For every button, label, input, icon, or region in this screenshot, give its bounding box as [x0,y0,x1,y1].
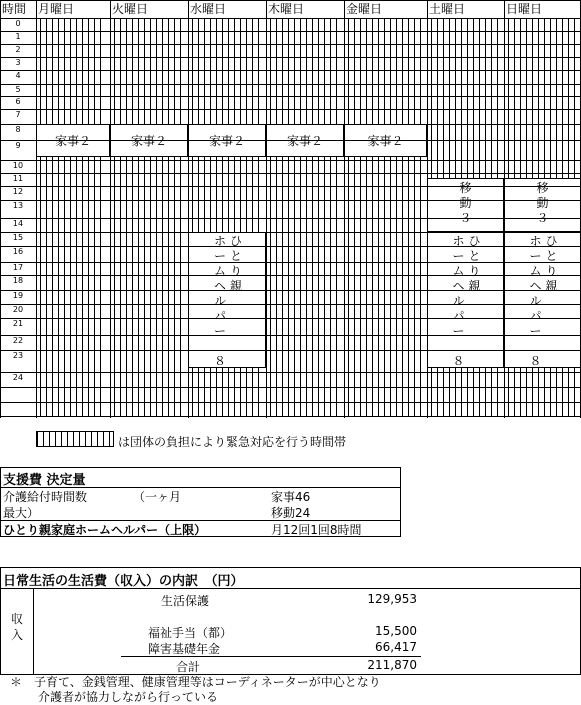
grid-hline [0,275,581,276]
emergency-strip [270,18,340,416]
grid-hline [0,262,581,263]
emergency-strip [40,18,106,416]
hour-label: 3 [15,58,21,67]
helper-label-col1: ひ と り 親 [229,234,242,293]
day-header-0: 月曜日 [38,2,75,16]
hour-label: 18 [12,276,24,285]
grid-hline [0,31,581,32]
grid-hline [0,70,581,71]
grid-hline [0,218,581,219]
support-table [0,467,401,537]
hour-label: 6 [15,97,21,106]
grid-hline [0,96,581,97]
grid-hline [0,387,581,388]
grid-hline [0,200,581,201]
hour-label: 13 [12,201,24,210]
hour-label: 2 [15,45,21,54]
housework-block: 家事２ [266,124,344,157]
day-header-6: 日曜日 [506,2,543,16]
note-line-1: ＊ 子育て、金銭管理、健康管理等はコーディネーターが中心となり [10,675,381,689]
grid-hline [0,18,581,19]
grid-vline [344,0,345,418]
hour-label: 24 [12,373,24,382]
time-header: 時間 [2,2,27,16]
hour-label: 0 [15,19,21,28]
grid-hline [0,372,581,373]
income-item-value: 129,953 [367,592,417,606]
grid-vline [266,0,267,418]
grid-hline [0,160,581,161]
income-table [0,567,581,675]
grid-vline [110,0,111,418]
emergency-strip [348,18,423,416]
grid-hline [0,290,581,291]
income-side-label-1: 収 [11,612,24,626]
hour-label: 9 [15,141,21,150]
grid-hline [0,109,581,110]
legend-text: は団体の負担により緊急対応を行う時間帯 [118,435,347,449]
support-row2-value: 移動24 [271,506,311,520]
income-item-value: 15,500 [375,624,417,638]
grid-vline [188,0,189,418]
hour-label: 5 [15,85,21,94]
grid-vline [427,0,428,418]
support-row3-label: ひとり親家庭ホームヘルパー（上限） [3,523,207,537]
hour-label: 7 [15,110,21,119]
grid-hline [0,416,581,417]
hour-label: 12 [12,187,24,196]
weekend-helper-block [504,232,581,368]
grid-hline [0,44,581,45]
hour-label: 19 [12,291,24,300]
income-item-label: 生活保護 [161,594,210,608]
support-row1-value: 家事46 [271,490,311,504]
grid-hline [0,402,581,403]
grid-hline [0,124,581,125]
emergency-strip [114,18,184,416]
transfer-label: 移 動 ３ [536,181,549,225]
income-total-value: 211,870 [367,658,417,672]
housework-block: 家事２ [188,124,266,157]
transfer-label: 移 動 ３ [459,181,472,225]
helper-label-col2: ホ ー ム ヘ ル パ ー ８ [529,234,542,368]
grid-hline [0,84,581,85]
hour-label: 21 [12,319,24,328]
grid-hline [0,304,581,305]
day-header-4: 金曜日 [346,2,383,16]
grid-hline [0,186,581,187]
income-total-label: 合計 [176,660,201,674]
hour-label: 17 [12,263,24,272]
support-row1-label: 介護給付時間数 [3,490,88,504]
housework-block: 家事２ [344,124,427,157]
hour-label: 22 [12,336,24,345]
hour-label: 14 [12,219,24,228]
income-title: 日常生活の生活費（収入）の内訳 （円） [3,574,244,589]
income-item-label: 福祉手当（都） [148,626,233,640]
hour-label: 16 [12,247,24,256]
legend-swatch [36,431,114,447]
day-header-2: 水曜日 [190,2,227,16]
grid-hline [0,246,581,247]
grid-hline [0,318,581,319]
wednesday-helper-block [188,232,266,368]
hour-label: 11 [12,174,24,183]
day-header-1: 火曜日 [112,2,149,16]
day-header-3: 木曜日 [268,2,305,16]
grid-vline [36,0,37,418]
grid-hline [0,57,581,58]
support-row2-label: 最大） [3,506,40,520]
helper-label-col2: ホ ー ム ヘ ル パ ー ８ [452,234,465,368]
grid-hline [0,350,581,351]
helper-label-col2: ホ ー ム ヘ ル パ ー ８ [213,234,226,368]
helper-label-col1: ひ と り 親 [468,234,481,293]
hour-label: 4 [15,71,21,80]
hour-label: 15 [12,233,24,242]
note-line-2: 介護者が協力しながら行っている [38,690,219,704]
grid-hline [0,140,581,141]
hour-label: 8 [15,125,21,134]
grid-vline [504,0,505,418]
income-item-label: 障害基礎年金 [148,642,221,656]
day-header-5: 土曜日 [429,2,466,16]
income-item-value: 66,417 [375,640,417,654]
helper-label-col1: ひ と り 親 [545,234,558,293]
hour-label: 23 [12,351,24,360]
support-row1-period: （一ヶ月 [133,490,182,504]
grid-hline [0,335,581,336]
housework-block: 家事２ [110,124,188,157]
hour-label: 20 [12,305,24,314]
grid-hline [0,232,581,233]
housework-block: 家事２ [36,124,110,157]
support-row3-value: 月12回1回8時間 [271,523,362,537]
grid-hline [0,173,581,174]
weekend-helper-block [427,232,504,368]
hour-label: 1 [15,32,21,41]
support-title: 支援費 決定量 [3,473,86,488]
hour-label: 10 [12,161,24,170]
income-side-label-2: 入 [11,628,24,642]
